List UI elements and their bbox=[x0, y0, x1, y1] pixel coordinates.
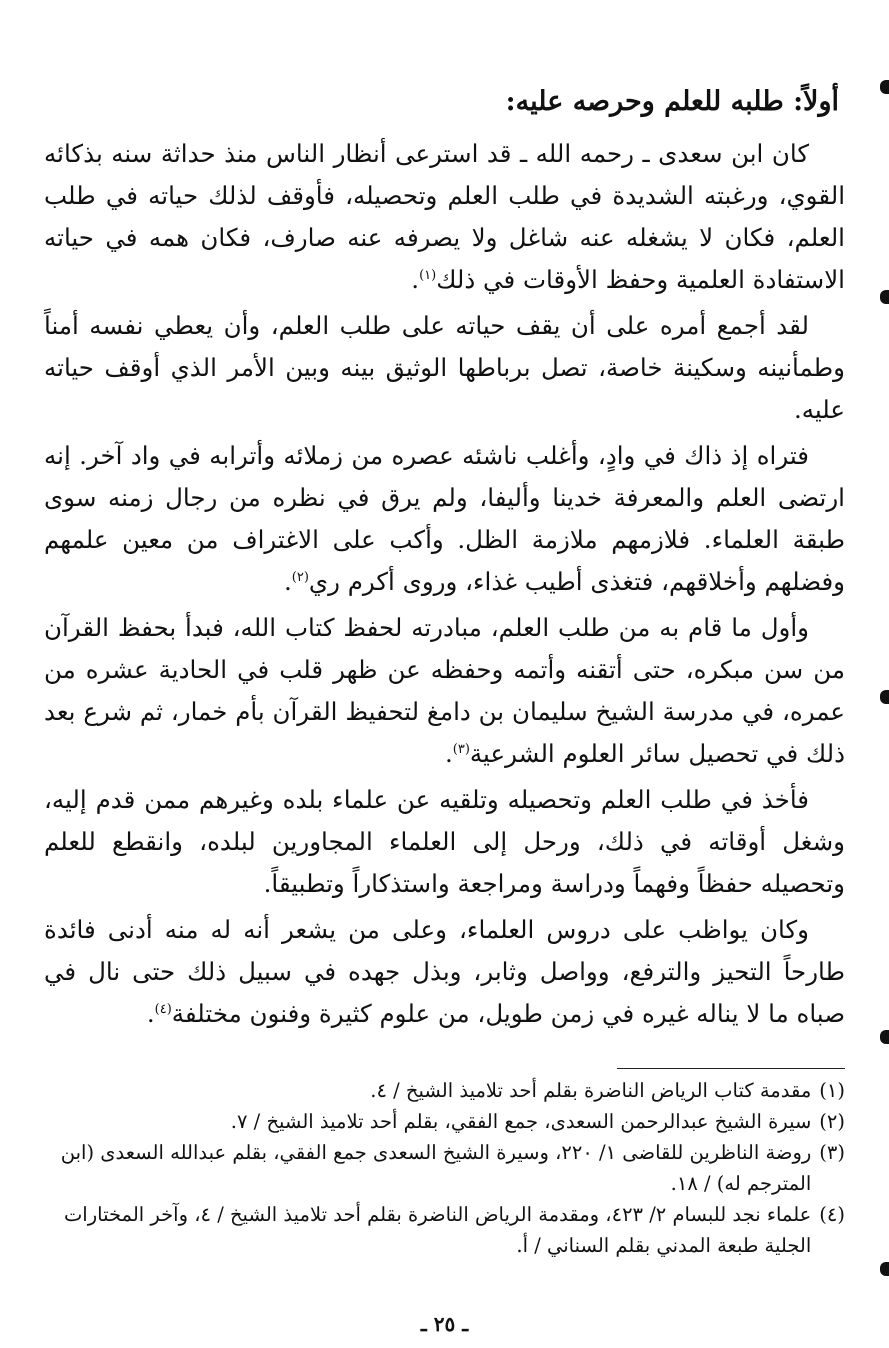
footnote-ref: (٤) bbox=[154, 1001, 172, 1017]
footnote-text: مقدمة كتاب الرياض الناضرة بقلم أحد تلاميذ الشيخ / ٤. bbox=[370, 1079, 812, 1102]
scan-edge-mark bbox=[880, 1030, 889, 1044]
paragraph-end: . bbox=[146, 999, 155, 1028]
paragraph-end: . bbox=[283, 567, 292, 596]
footnote-number: (١) bbox=[819, 1079, 845, 1102]
paragraph-text: فتراه إذ ذاك في وادٍ، وأغلب ناشئه عصره من زملائه وأترابه في واد آخر. إنه ارتضى العلم والمعرفة خدينا وأليفا، ولم يرق في نظره من رجال زمنه سوى طبقة العلماء. فلازمهم ملازمة الظل. وأكب على الاغتراف من معين علمهم وفضلهم وأخلاقهم، فتغذى أطيب غذاء، وروى أكرم ري bbox=[44, 441, 845, 596]
paragraph bbox=[44, 909, 845, 1035]
paragraph-text: وكان يواظب على دروس العلماء، وعلى من يشعر أنه له منه أدنى فائدة طارحاً التحيز والترفع، وواصل وثابر، وبذل جهده في سبيل ذلك حتى نال في صباه ما لا يناله غيره في زمن طويل، من علوم كثيرة وفنون مختلفة bbox=[44, 915, 845, 1028]
paragraph bbox=[44, 435, 845, 603]
footnote bbox=[40, 1199, 845, 1261]
paragraph bbox=[44, 607, 845, 775]
paragraph-text: كان ابن سعدى ـ رحمه الله ـ قد استرعى أنظار الناس منذ حداثة سنه بذكائه القوي، ورغبته الشديدة في طلب العلم وتحصيله، فأوقف لذلك حياته في طلب العلم، فكان لا يشغله عنه شاغل ولا يصرفه عنه صارف، فكان همه في حياته الاستفادة العلمية وحفظ الأوقات في ذلك bbox=[44, 139, 845, 294]
paragraph bbox=[44, 779, 845, 905]
footnote-text: علماء نجد للبسام ٢/ ٤٢٣، ومقدمة الرياض الناضرة بقلم أحد تلاميذ الشيخ / ٤، وآخر المختارات الجلية طبعة المدني بقلم السناني / أ. bbox=[63, 1203, 812, 1257]
paragraph bbox=[44, 305, 845, 431]
footnote-number: (٤) bbox=[819, 1203, 845, 1226]
paragraph bbox=[44, 133, 845, 301]
scan-edge-mark bbox=[880, 690, 889, 704]
paragraph-end: . bbox=[411, 265, 420, 294]
page-number: ـ ٢٥ ـ bbox=[420, 1312, 469, 1336]
scan-edge-mark bbox=[880, 290, 889, 304]
footnote-divider bbox=[617, 1068, 845, 1069]
footnote-text: سيرة الشيخ عبدالرحمن السعدى، جمع الفقي، بقلم أحد تلاميذ الشيخ / ٧. bbox=[230, 1110, 812, 1133]
footnote-ref: (٣) bbox=[452, 741, 470, 757]
footnote bbox=[40, 1106, 845, 1137]
paragraph-end: . bbox=[444, 739, 453, 768]
scan-edge-mark bbox=[880, 1262, 889, 1276]
paragraph-text: وأول ما قام به من طلب العلم، مبادرته لحفظ كتاب الله، فبدأ بحفظ القرآن من سن مبكره، حتى أتقنه وأتمه وحفظه عن ظهر قلب في الحادية عشره من عمره، في مدرسة الشيخ سليمان بن دامغ لتحفيظ القرآن بأم خمار، ثم شرع بعد ذلك في تحصيل سائر العلوم الشرعية bbox=[44, 613, 845, 768]
body-text bbox=[44, 133, 845, 1039]
footnote bbox=[40, 1137, 845, 1199]
footnote-ref: (٢) bbox=[291, 569, 309, 585]
footnote bbox=[40, 1075, 845, 1106]
footnote-text: روضة الناظرين للقاضى ١/ ٢٢٠، وسيرة الشيخ السعدى جمع الفقي، بقلم عبدالله السعدى (ابن المترجم له) / ١٨. bbox=[60, 1141, 812, 1195]
footnote-number: (٣) bbox=[819, 1141, 845, 1164]
scan-edge-mark bbox=[880, 80, 889, 94]
footnote-number: (٢) bbox=[819, 1110, 845, 1133]
footnote-ref: (١) bbox=[419, 267, 437, 283]
paragraph-text: لقد أجمع أمره على أن يقف حياته على طلب العلم، وأن يعطي نفسه أمناً وطمأنينه وسكينة خاصة، تصل برباطها الوثيق بينه وبين الأمر الذي أوقف حياته عليه. bbox=[44, 311, 845, 424]
section-heading: أولاً: طلبه للعلم وحرصه عليه: bbox=[505, 86, 839, 117]
paragraph-text: فأخذ في طلب العلم وتحصيله وتلقيه عن علماء بلده وغيرهم ممن قدم إليه، وشغل أوقاته في ذلك، ورحل إلى العلماء المجاورين لبلده، وانقطع للعلم وتحصيله حفظاً وفهماً ودراسة ومراجعة واستذكاراً وتطبيقاً. bbox=[44, 785, 845, 898]
footnotes bbox=[40, 1075, 845, 1261]
